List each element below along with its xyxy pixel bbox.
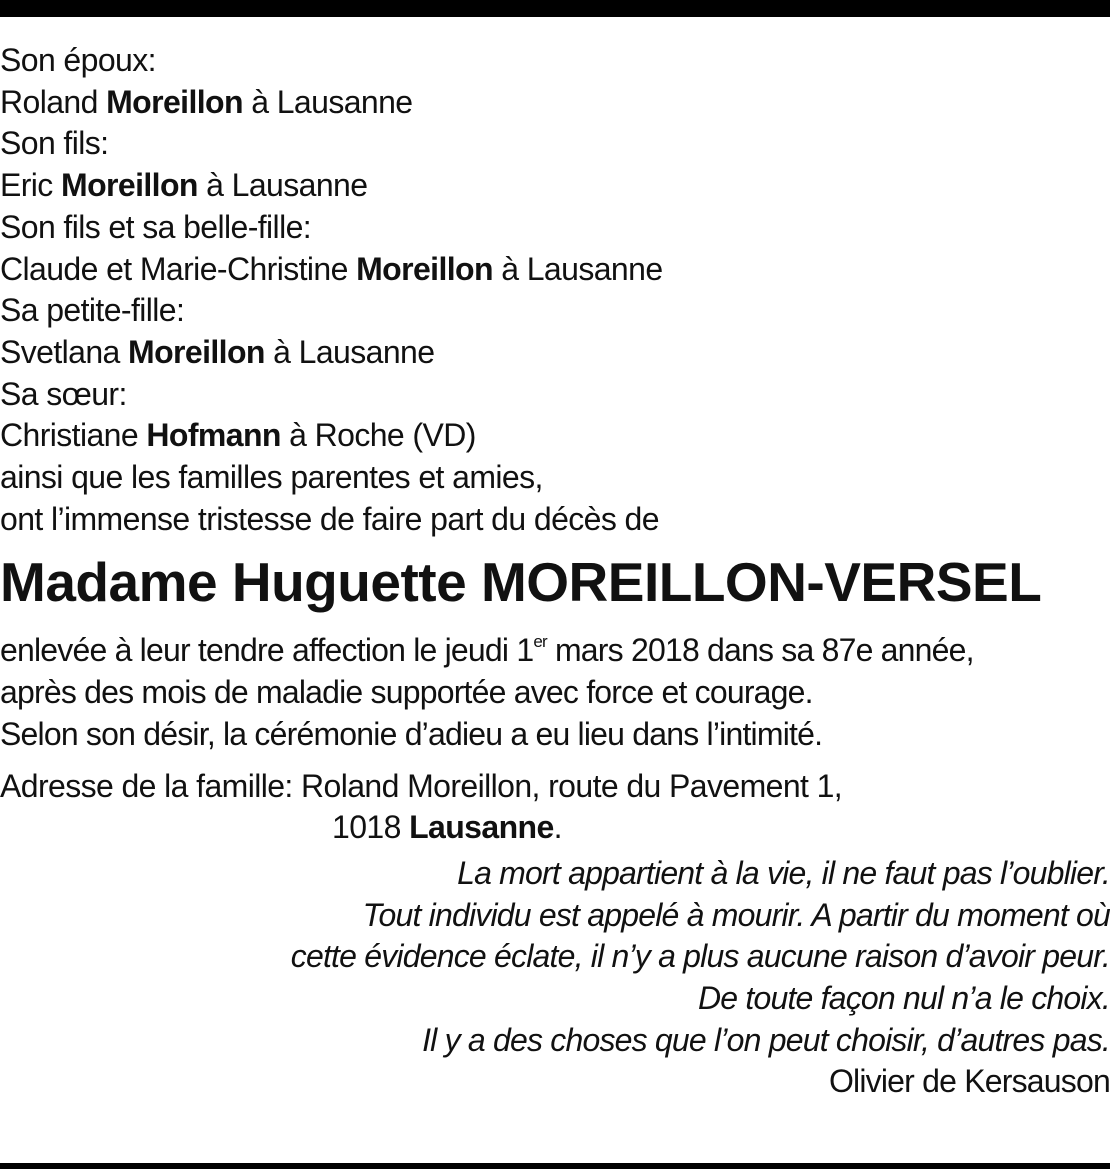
member-place: à Lausanne [206, 167, 368, 204]
member-place: à Lausanne [251, 83, 413, 120]
quote-line: La mort appartient à la vie, il ne faut pas l’oublier. [457, 854, 1110, 891]
member-surname: Moreillon [106, 83, 243, 120]
top-rule [0, 0, 1110, 17]
address-line: Adresse de la famille: Roland Moreillon, route du Pavement 1, [0, 767, 843, 804]
announcement-text: mars 2018 dans sa 87e année, [546, 632, 974, 669]
relation-label: Son fils et sa belle-fille: [0, 208, 312, 245]
address-postcode: 1018 [332, 809, 401, 846]
member-first-name: Christiane [0, 417, 139, 454]
member-first-name: Roland [0, 83, 98, 120]
member-surname: Moreillon [128, 333, 265, 370]
family-member [0, 415, 1110, 457]
family-member [0, 249, 1110, 291]
relation-label: Son fils: [0, 125, 109, 162]
announcement-line [0, 630, 1110, 672]
address-city-line [0, 807, 1110, 849]
member-surname: Moreillon [61, 167, 198, 204]
address-city: Lausanne [409, 809, 554, 846]
quotation [0, 853, 1110, 1103]
quote-line: Il y a des choses que l’on peut choisir, d’autres pas. [422, 1021, 1110, 1058]
family-member [0, 332, 1110, 374]
family-list [0, 40, 1110, 540]
intro-text: ainsi que les familles parentes et amies, [0, 459, 543, 496]
obituary-notice [0, 40, 1110, 1103]
bottom-rule [0, 1163, 1110, 1169]
announcement-text: enlevée à leur tendre affection le jeudi 1 [0, 632, 534, 669]
relation-label: Son époux: [0, 42, 156, 78]
address-trailing: . [553, 809, 562, 846]
quote-line: Tout individu est appelé à mourir. A partir du moment où [362, 896, 1110, 933]
ordinal-suffix: er [533, 632, 547, 652]
member-place: à Lausanne [501, 250, 663, 287]
relation-label: Sa sœur: [0, 375, 127, 412]
relation-label: Sa petite-fille: [0, 292, 185, 329]
announcement-line: après des mois de maladie supportée avec force et courage. [0, 674, 813, 711]
quote-line: De toute façon nul n’a le choix. [697, 980, 1110, 1017]
announcement-line: Selon son désir, la cérémonie d’adieu a eu lieu dans l’intimité. [0, 715, 823, 752]
family-member [0, 82, 1110, 124]
quote-author: Olivier de Kersauson [828, 1063, 1110, 1100]
member-first-name: Claude et Marie-Christine [0, 250, 348, 287]
quote-line: cette évidence éclate, il n’y a plus aucune raison d’avoir peur. [290, 938, 1110, 975]
member-surname: Moreillon [356, 250, 493, 287]
member-first-name: Eric [0, 167, 53, 204]
member-surname: Hofmann [146, 417, 281, 454]
member-first-name: Svetlana [0, 333, 120, 370]
member-place: à Roche (VD) [289, 417, 476, 454]
member-place: à Lausanne [273, 333, 435, 370]
family-address [0, 766, 1110, 849]
intro-text: ont l’immense tristesse de faire part du décès de [0, 500, 659, 537]
family-member [0, 165, 1110, 207]
announcement [0, 630, 1110, 755]
deceased-name: Madame Huguette MOREILLON-VERSEL [0, 551, 1042, 614]
